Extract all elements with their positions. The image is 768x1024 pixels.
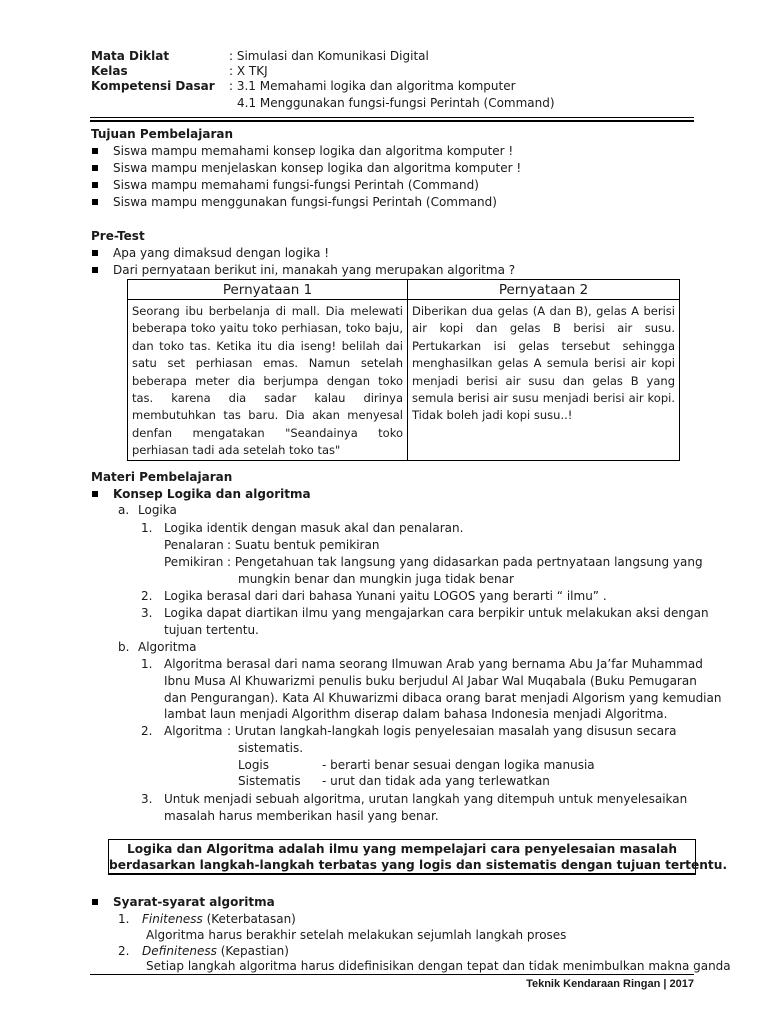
tujuan-item: Siswa mampu memahami fungsi-fungsi Perintah (Command) [113,178,479,192]
syarat-item-1-desc: Algoritma harus berakhir setelah melakukan sejumlah langkah proses [146,928,567,942]
pemikiran-text: : Pengetahuan tak langsung yang didasarkan pada pertnyataan langsung yang [227,555,703,569]
table-header-pernyataan-2: Pernyataan 2 [408,280,680,300]
bullet-icon [92,165,98,171]
pretest-title: Pre-Test [91,229,145,243]
header-label-kelas: Kelas [91,64,128,78]
definition-box [108,839,728,875]
definition-line-2: berdasarkan langkah-langkah terbatas yang logis dan sistematis dengan tujuan tertentu. [109,858,728,872]
bullet-icon [92,491,98,497]
header-label-mata-diklat: Mata Diklat [91,49,170,63]
list-marker-a: a. [118,503,130,517]
algoritma-point-1-line1: Algoritma berasal dari nama seorang Ilmuwan Arab yang bernama Abu Ja’far Muhammad [164,657,703,671]
algoritma-point-1-line4: lambat laun menjadi Algorithm diserap dalam bahasa Indonesia menjadi Algoritma. [164,707,668,721]
table-cell-pernyataan-2: Diberikan dua gelas (A dan B), gelas A berisi air kopi dan gelas B berisi air susu. Pertukarkan isi gelas tersebut sehingga menghasilkan gelas A semula berisi air kopi menjadi berisi air susu dan gelas B yang semula berisi air susu menjadi berisi air kopi. Tidak boleh jadi kopi susu..! [408,300,680,461]
header-rule-top [90,117,694,118]
header-label-kompetensi: Kompetensi Dasar [91,79,215,93]
list-number: 3. [141,606,153,620]
logis-label: Logis [238,758,270,772]
algoritma-def-cont: sistematis. [238,741,304,755]
bullet-icon [92,267,98,273]
list-number: 2. [118,944,130,958]
algoritma-point-1-line2: Ibnu Musa Al Khuwarizmi penulis buku berjudul Al Jabar Wal Muqabala (Buku Pemugaran [164,674,697,688]
syarat-term: Finiteness [142,912,203,926]
header-value-mata-diklat: : Simulasi dan Komunikasi Digital [229,49,429,63]
table-header-pernyataan-1: Pernyataan 1 [128,280,408,300]
pemikiran-text-cont: mungkin benar dan mungkin juga tidak benar [238,572,514,586]
header-rule-bottom [90,120,694,122]
list-number: 2. [141,724,153,738]
logika-point-2: Logika berasal dari dari bahasa Yunani yaitu LOGOS yang berarti “ ilmu” . [164,589,607,603]
definition-line-1: Logika dan Algoritma adalah ilmu yang mempelajari cara penyelesaian masalah [126,842,678,856]
syarat-gloss: (Keterbatasan) [202,912,296,926]
list-number: 2. [141,589,153,603]
materi-title: Materi Pembelajaran [91,470,233,484]
algoritma-point-1-line3: dan Pengurangan). Kata Al Khuwarizmi dibaca orang barat menjadi Algorism yang kemudian [164,691,722,705]
footer-text: Teknik Kendaraan Ringan | 2017 [526,978,694,990]
subsection-logika-title: Logika [138,503,177,517]
tujuan-item: Siswa mampu menggunakan fungsi-fungsi Perintah (Command) [113,195,497,209]
sistematis-text: - urut dan tidak ada yang terlewatkan [322,774,550,788]
header-kompetensi-line2: 4.1 Menggunakan fungsi-fungsi Perintah (Command) [237,96,555,110]
syarat-title: Syarat-syarat algoritma [113,895,275,909]
tujuan-item: Siswa mampu menjelaskan konsep logika dan algoritma komputer ! [113,161,522,175]
header-value-kompetensi: : 3.1 Memahami logika dan algoritma komputer [229,79,516,93]
pretest-item: Apa yang dimaksud dengan logika ! [113,246,330,260]
logis-text: - berarti benar sesuai dengan logika manusia [322,758,595,772]
subsection-algoritma-title: Algoritma [138,640,197,654]
algoritma-def-label: Algoritma [164,724,223,738]
logika-point-3-line1: Logika dapat diartikan ilmu yang mengajarkan cara berpikir untuk melakukan aksi dengan [164,606,709,620]
table-cell-pernyataan-1: Seorang ibu berbelanja di mall. Dia melewati beberapa toko yaitu toko perhiasan, toko baju, dan toko tas. Ketika itu dia iseng! belilah dai satu set perhiasan emas. Namun setelah beberapa meter dia berjumpa dengan toko tas. karena dia sadar kalau dirinya membutuhkan tas baru. Dia akan menyesal denfan mengatakan "Seandainya toko perhiasan tadi ada setelah toko tas" [128,300,408,461]
algoritma-point-3-line1: Untuk menjadi sebuah algoritma, urutan langkah yang ditempuh untuk menyelesaikan [164,792,688,806]
header-value-kelas: : X TKJ [229,64,268,78]
list-number: 1. [141,521,153,535]
syarat-item-1-heading [142,911,296,928]
section-konsep-title: Konsep Logika dan algoritma [113,487,311,501]
syarat-item-2-desc: Setiap langkah algoritma harus didefinisikan dengan tepat dan tidak menimbulkan makna ganda [146,959,731,973]
bullet-icon [92,899,98,905]
bullet-icon [92,182,98,188]
pretest-item: Dari pernyataan berikut ini, manakah yang merupakan algoritma ? [113,263,516,277]
bullet-icon [92,250,98,256]
pemikiran-label: Pemikiran [164,555,224,569]
footer-rule [90,974,694,975]
logika-point-3-line2: tujuan tertentu. [164,623,259,637]
sistematis-label: Sistematis [238,774,301,788]
syarat-gloss: (Kepastian) [216,944,289,958]
list-number: 1. [118,912,130,926]
tujuan-title: Tujuan Pembelajaran [91,127,234,141]
bullet-icon [92,199,98,205]
list-number: 3. [141,792,153,806]
list-number: 1. [141,657,153,671]
list-marker-b: b. [118,640,130,654]
bullet-icon [92,148,98,154]
syarat-term: Definiteness [142,944,217,958]
penalaran-text: : Suatu bentuk pemikiran [227,538,380,552]
algoritma-point-3-line2: masalah harus memberikan hasil yang benar. [164,809,439,823]
tujuan-item: Siswa mampu memahami konsep logika dan algoritma komputer ! [113,144,514,158]
logika-point-1: Logika identik dengan masuk akal dan penalaran. [164,521,464,535]
pretest-table [127,279,680,461]
penalaran-label: Penalaran [164,538,224,552]
algoritma-def-text: : Urutan langkah-langkah logis penyelesaian masalah yang disusun secara [227,724,677,738]
